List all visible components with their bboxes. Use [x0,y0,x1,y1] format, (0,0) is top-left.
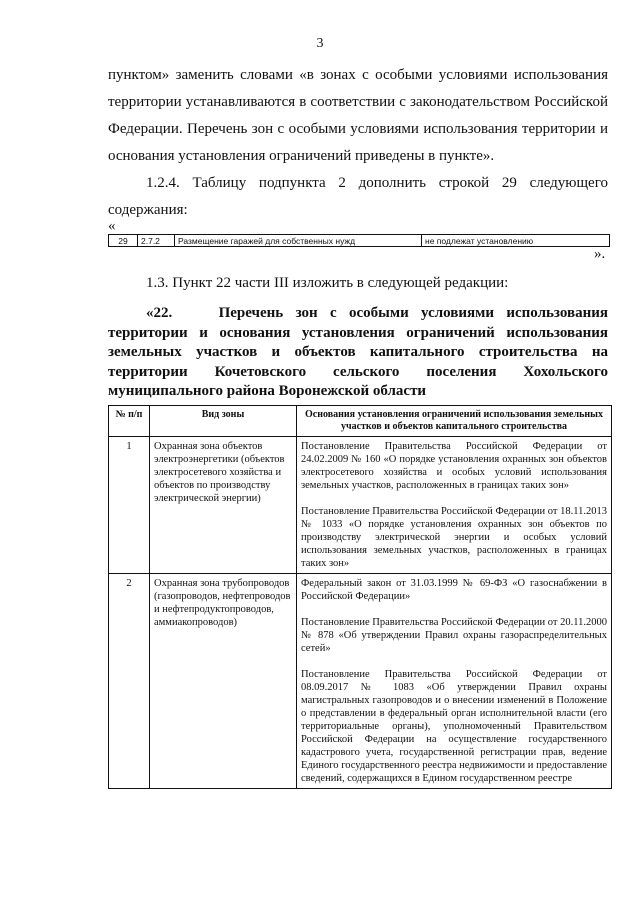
basis-item: Федеральный закон от 31.03.1999 № 69-ФЗ «О газоснабжении в Российской Федерации» [301,578,607,602]
row-num: 2 [109,574,150,789]
paragraph-1-2-4: 1.2.4. Таблицу подпункта 2 дополнить строкой 29 следующего содержания: [108,175,608,218]
basis-item: Постановление Правительства Российской Федерации от 18.11.2013 № 1033 «О порядке установления охранных зон объектов по производству электрической энергии и особых условий использования земельных участков, расположенных в границах таких зон» [301,506,607,569]
row-number-cell: 29 [109,235,138,247]
section-heading [108,304,608,402]
header-basis: Основания установления ограничений использования земельных участков и объектов капитального строительства [297,406,612,437]
added-row-table [108,234,610,247]
table-row [109,574,612,789]
basis-cell [297,574,612,789]
section-title: Перечень зон с особыми условиями использования территории и основания установления ограничений использования земельных участков и объектов капитального строительства на территории Кочетовского сельского поселения Хохольского муниципального района Воронежской области [108,305,609,399]
zone-type: Охранная зона трубопроводов (газопроводов, нефтепроводов и нефтепродуктопроводов, аммиакопроводов) [150,574,297,789]
paragraph-1-3: 1.3. Пункт 22 части III изложить в следующей редакции: [146,275,509,291]
basis-item: Постановление Правительства Российской Федерации от 08.09.2017 № 1083 «Об утверждении Правил охраны магистральных газопроводов и о внесении изменений в Положение о представлении в федеральный орган исполнительной власти (его территориальные органы), уполномоченный Правительством Российской Федерации на осуществление государственного кадастрового учета, государственной регистрации прав, ведение Единого государственного реестра недвижимости и предоставление сведений, содержащихся в Едином государственном реестре [301,669,607,784]
basis-item: Постановление Правительства Российской Федерации от 20.11.2000 № 878 «Об утверждении Правил охраны газораспределительных сетей» [301,617,607,654]
table-row [109,235,610,247]
header-num: № п/п [109,406,150,437]
header-zone-type: Вид зоны [150,406,297,437]
name-cell: Размещение гаражей для собственных нужд [175,235,422,247]
quote-open: « [108,218,116,234]
table-row [109,437,612,574]
paragraph-replacement-text: пунктом» заменить словами «в зонах с особыми условиями использования территории устанавливаются в соответствии с законодательством Российской Федерации. Перечень зон с особыми условиями использования территории и основания установления ограничений приведены в пункте». [108,67,608,164]
basis-item: Постановление Правительства Российской Федерации от 24.02.2009 № 160 «О порядке установления охранных зон объектов электросетевого хозяйства и особых условий использования земельных участков, расположенных в границах таких зон» [301,441,607,491]
code-cell: 2.7.2 [138,235,175,247]
zones-table [108,405,612,789]
row-num: 1 [109,437,150,574]
quote-close: ». [594,246,606,262]
page-number: 3 [316,36,324,51]
basis-cell [297,437,612,574]
value-cell: не подлежат установлению [422,235,610,247]
section-number: «22. [146,305,173,321]
zone-type: Охранная зона объектов электроэнергетики (объектов электросетевого хозяйства и объектов по производству электрической энергии) [150,437,297,574]
table-header-row [109,406,612,437]
